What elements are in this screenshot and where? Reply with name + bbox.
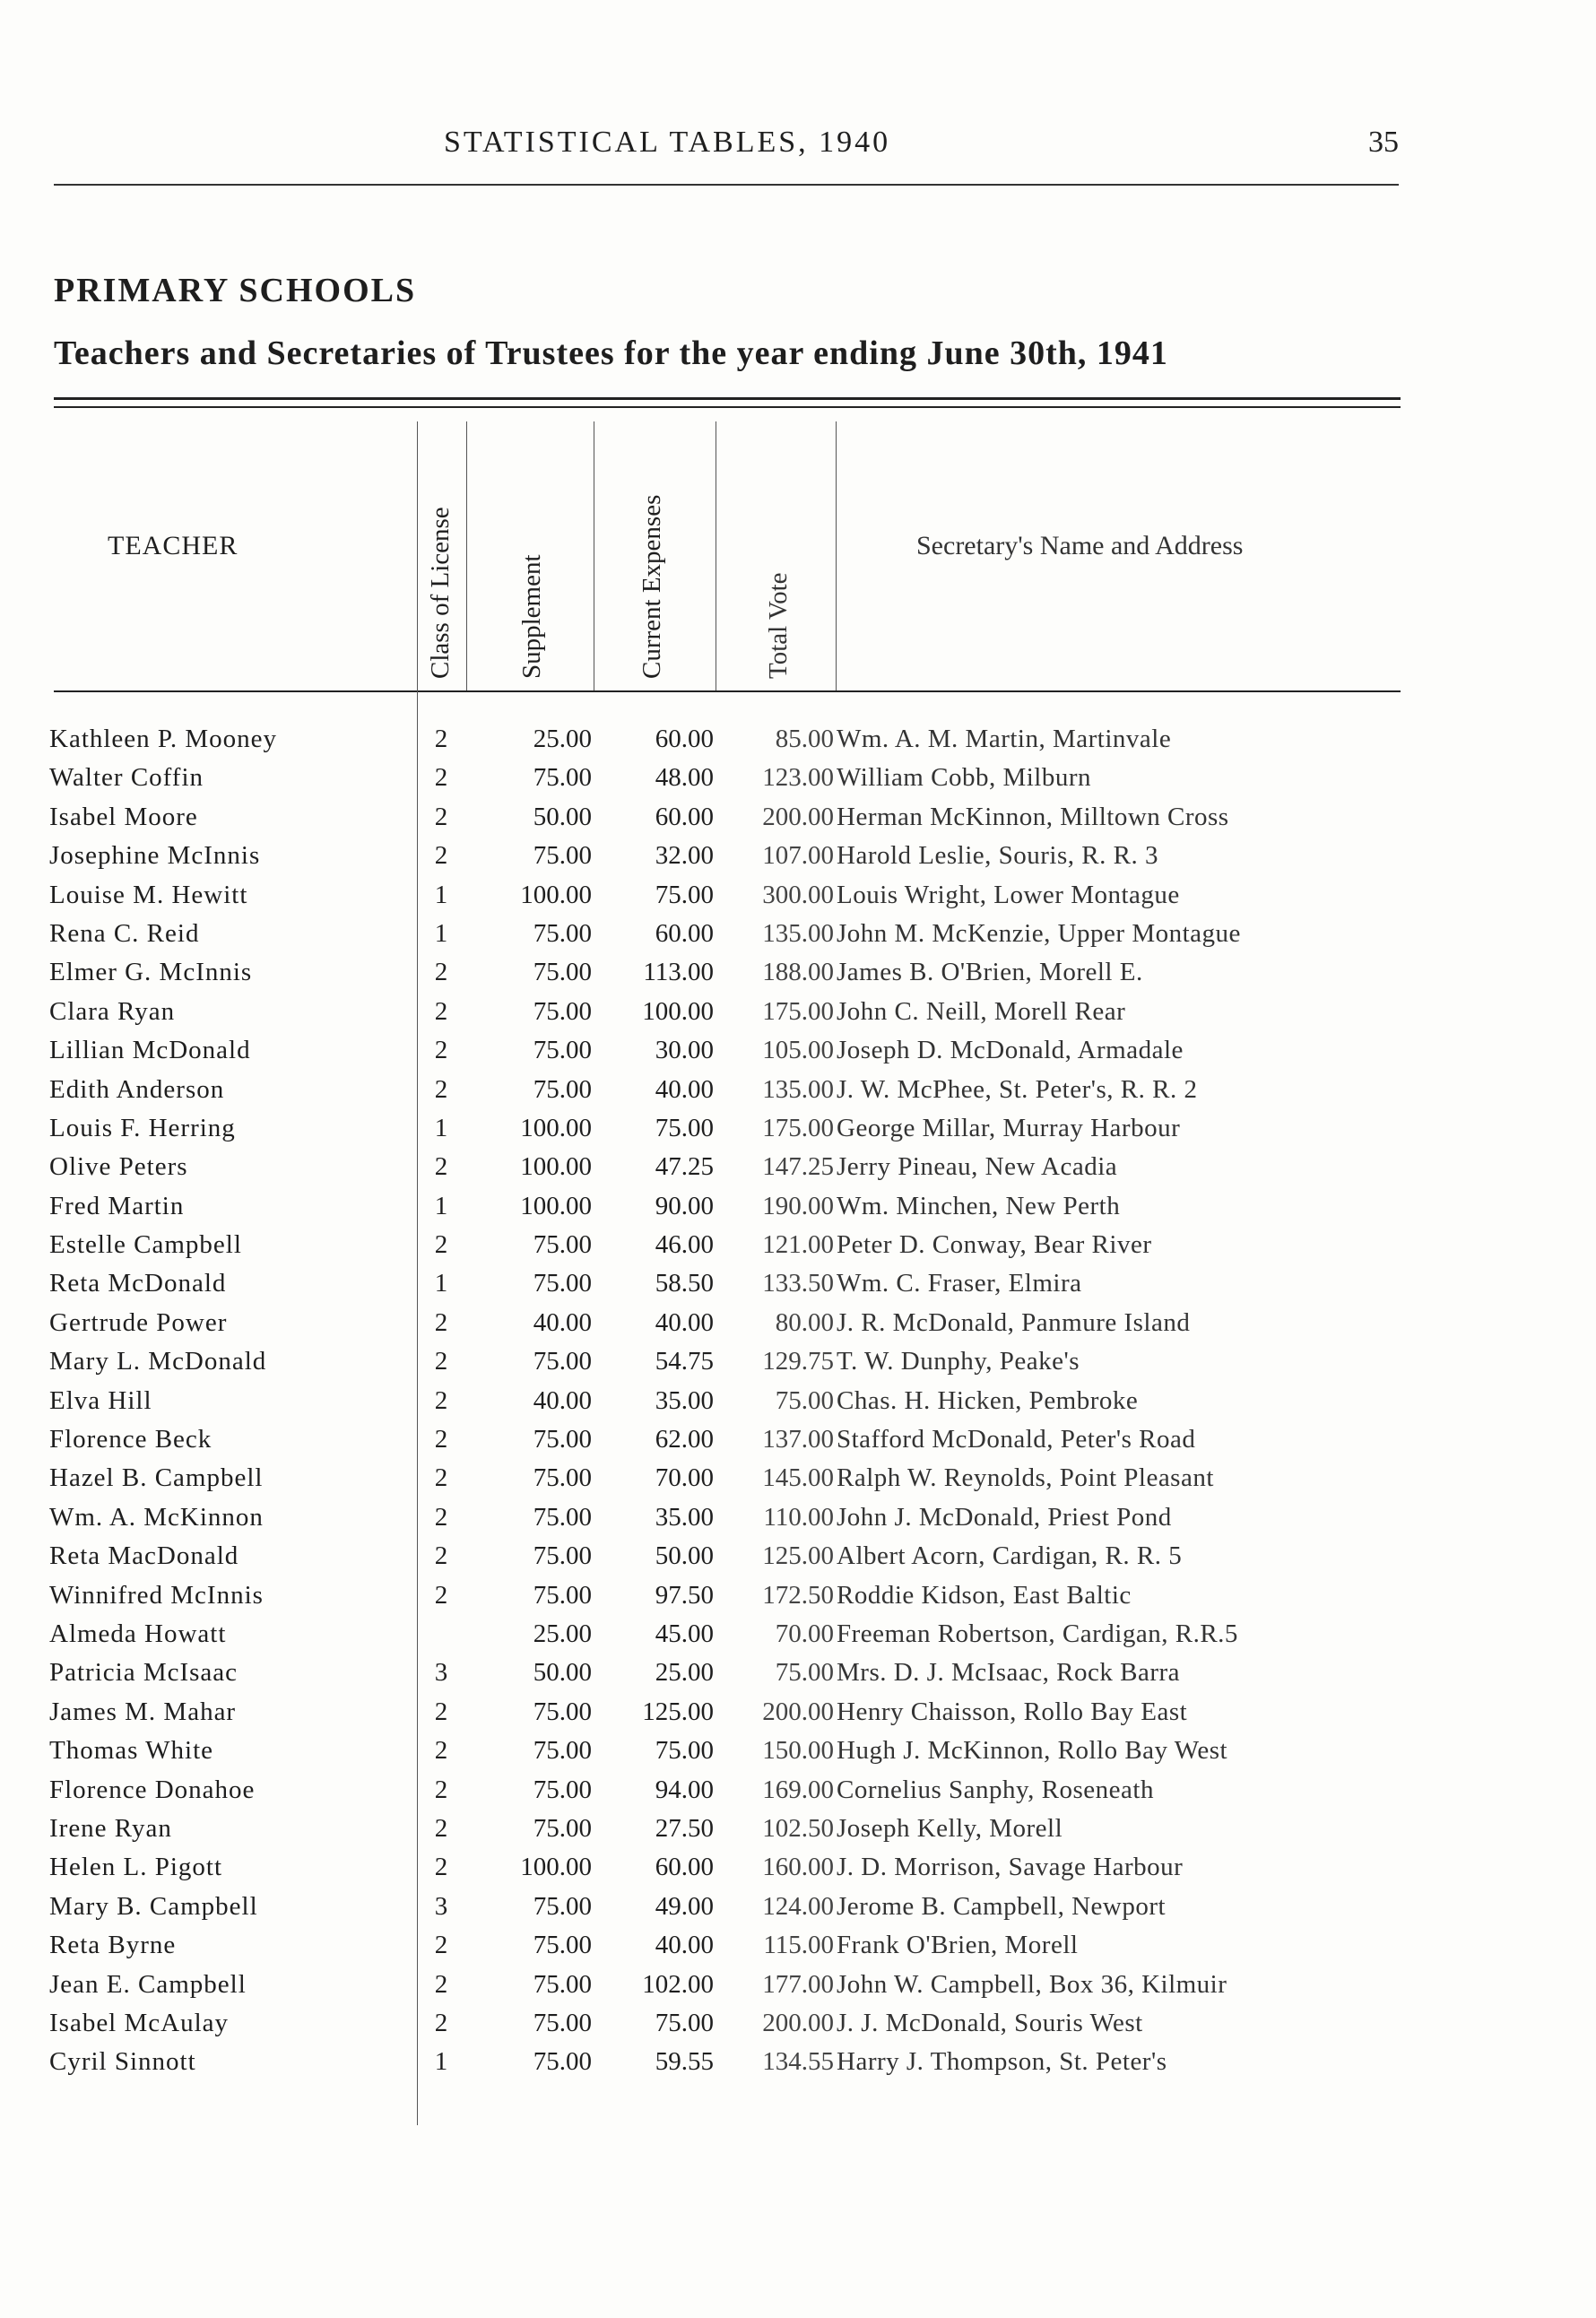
teacher-name: Isabel McAulay: [49, 2008, 230, 2037]
total-vote-value: 150.00: [762, 1736, 834, 1766]
secretary-name-address: Hugh J. McKinnon, Rollo Bay West: [837, 1736, 1228, 1766]
secretary-name-address: Stafford McDonald, Peter's Road: [837, 1425, 1196, 1454]
license-class: 2: [434, 1502, 448, 1532]
license-class: 2: [434, 1385, 448, 1415]
current-expenses-value: 75.00: [655, 2008, 714, 2037]
total-vote-value: 115.00: [763, 1931, 834, 1960]
supplement-value: 75.00: [533, 1775, 592, 1804]
teacher-name: James M. Mahar: [49, 1697, 237, 1726]
teacher-name: Josephine McInnis: [49, 841, 261, 871]
secretary-name-address: Wm. Minchen, New Perth: [837, 1191, 1121, 1220]
current-expenses-value: 40.00: [655, 1307, 714, 1337]
teacher-name: Gertrude Power: [49, 1307, 228, 1337]
secretary-name-address: Joseph D. McDonald, Armadale: [837, 1036, 1184, 1065]
supplement-value: 75.00: [533, 1736, 592, 1766]
secretary-name-address: James B. O'Brien, Morell E.: [837, 958, 1143, 987]
teacher-name: Florence Donahoe: [49, 1775, 256, 1804]
supplement-value: 100.00: [520, 1113, 592, 1142]
license-class: 2: [434, 802, 448, 831]
license-class: 2: [434, 1425, 448, 1454]
supplement-value: 75.00: [533, 1425, 592, 1454]
supplement-value: 100.00: [520, 880, 592, 909]
license-class: 2: [434, 763, 448, 793]
supplement-value: 75.00: [533, 763, 592, 793]
teacher-name: Clara Ryan: [49, 996, 176, 1026]
current-expenses-value: 100.00: [642, 996, 714, 1026]
total-vote-value: 135.00: [762, 1074, 834, 1104]
table-row: [0, 2009, 1596, 2047]
teacher-name: Fred Martin: [49, 1191, 185, 1220]
table-row: [0, 1036, 1596, 1074]
table-row: [0, 1853, 1596, 1891]
supplement-value: 75.00: [533, 1580, 592, 1610]
secretary-name-address: Wm. A. M. Martin, Martinvale: [837, 725, 1172, 753]
secretary-name-address: Mrs. D. J. McIsaac, Rock Barra: [837, 1658, 1181, 1688]
supplement-value: 25.00: [533, 1619, 592, 1648]
license-class: 2: [434, 1580, 448, 1610]
secretary-name-address: John W. Campbell, Box 36, Kilmuir: [837, 1969, 1227, 1999]
table-row: [0, 1075, 1596, 1114]
table-row: [0, 1697, 1596, 1736]
secretary-name-address: Chas. H. Hicken, Pembroke: [837, 1385, 1139, 1415]
license-class: 2: [434, 1074, 448, 1104]
current-expenses-value: 32.00: [655, 841, 714, 871]
teacher-name: Reta McDonald: [49, 1269, 227, 1298]
current-expenses-value: 60.00: [655, 1853, 714, 1882]
supplement-value: 100.00: [520, 1152, 592, 1182]
license-class: 2: [434, 1036, 448, 1065]
current-expenses-value: 27.50: [655, 1813, 714, 1843]
total-vote-value: 80.00: [775, 1307, 834, 1337]
current-expenses-value: 125.00: [642, 1697, 714, 1726]
current-expenses-value: 48.00: [655, 763, 714, 793]
total-vote-value: 300.00: [762, 880, 834, 909]
license-class: 2: [434, 1152, 448, 1182]
supplement-value: 75.00: [533, 996, 592, 1026]
license-class: 3: [434, 1891, 448, 1921]
supplement-value: 75.00: [533, 958, 592, 987]
total-vote-value: 190.00: [762, 1191, 834, 1220]
secretary-name-address: Wm. C. Fraser, Elmira: [837, 1269, 1082, 1298]
table-row: [0, 725, 1596, 763]
license-class: 1: [434, 1269, 448, 1298]
table-row: [0, 1463, 1596, 1502]
header-rule: [54, 184, 1399, 186]
license-class: 2: [434, 841, 448, 871]
total-vote-value: 102.50: [762, 1813, 834, 1843]
license-class: 1: [434, 2047, 448, 2077]
license-class: 2: [434, 1813, 448, 1843]
table-row: [0, 1347, 1596, 1385]
supplement-value: 75.00: [533, 1931, 592, 1960]
current-expenses-value: 60.00: [655, 725, 714, 753]
supplement-value: 75.00: [533, 1230, 592, 1260]
column-header-total-vote: Total Vote: [764, 572, 793, 679]
license-class: 2: [434, 1347, 448, 1376]
total-vote-value: 160.00: [762, 1853, 834, 1882]
current-expenses-value: 49.00: [655, 1891, 714, 1921]
table-row: [0, 1775, 1596, 1814]
secretary-name-address: Harry J. Thompson, St. Peter's: [837, 2047, 1167, 2077]
teacher-name: Elmer G. McInnis: [49, 958, 253, 987]
table-row: [0, 919, 1596, 958]
column-header-current-expenses: Current Expenses: [638, 494, 666, 679]
current-expenses-value: 102.00: [642, 1969, 714, 1999]
teacher-name: Kathleen P. Mooney: [49, 725, 277, 753]
teacher-name: Walter Coffin: [49, 763, 204, 793]
current-expenses-value: 40.00: [655, 1931, 714, 1960]
table-row: [0, 1386, 1596, 1425]
teacher-name: Reta Byrne: [49, 1931, 177, 1960]
current-expenses-value: 70.00: [655, 1463, 714, 1493]
secretary-name-address: Harold Leslie, Souris, R. R. 3: [837, 841, 1158, 871]
secretary-name-address: Joseph Kelly, Morell: [837, 1813, 1063, 1843]
total-vote-value: 200.00: [762, 1697, 834, 1726]
teacher-name: Louis F. Herring: [49, 1113, 236, 1142]
teacher-name: Thomas White: [49, 1736, 214, 1766]
current-expenses-value: 90.00: [655, 1191, 714, 1220]
license-class: 1: [434, 1113, 448, 1142]
table-row: [0, 1814, 1596, 1853]
total-vote-value: 123.00: [762, 763, 834, 793]
secretary-name-address: Jerry Pineau, New Acadia: [837, 1152, 1118, 1182]
license-class: 2: [434, 1541, 448, 1571]
secretary-name-address: John J. McDonald, Priest Pond: [837, 1502, 1172, 1532]
secretary-name-address: Freeman Robertson, Cardigan, R.R.5: [837, 1619, 1238, 1648]
supplement-value: 75.00: [533, 1697, 592, 1726]
license-class: 2: [434, 996, 448, 1026]
license-class: 1: [434, 918, 448, 948]
current-expenses-value: 59.55: [655, 2047, 714, 2077]
table-body: [0, 725, 1596, 2087]
license-class: 2: [434, 1969, 448, 1999]
section-subtitle: Teachers and Secretaries of Trustees for the year ending June 30th, 1941: [54, 334, 1168, 372]
teacher-name: Irene Ryan: [49, 1813, 172, 1843]
table-row: [0, 1308, 1596, 1347]
table-row: [0, 1269, 1596, 1307]
teacher-name: Almeda Howatt: [49, 1619, 227, 1648]
current-expenses-value: 25.00: [655, 1658, 714, 1688]
supplement-value: 75.00: [533, 1074, 592, 1104]
supplement-value: 40.00: [533, 1307, 592, 1337]
current-expenses-value: 75.00: [655, 1113, 714, 1142]
secretary-name-address: J. D. Morrison, Savage Harbour: [837, 1853, 1184, 1882]
current-expenses-value: 50.00: [655, 1541, 714, 1571]
secretary-name-address: John C. Neill, Morell Rear: [837, 996, 1126, 1026]
supplement-value: 75.00: [533, 1269, 592, 1298]
secretary-name-address: Louis Wright, Lower Montague: [837, 880, 1180, 909]
running-title: STATISTICAL TABLES, 1940: [444, 126, 891, 159]
table-top-rule: [54, 397, 1401, 400]
table-row: [0, 2047, 1596, 2086]
secretary-name-address: Roddie Kidson, East Baltic: [837, 1580, 1132, 1610]
table-row: [0, 1152, 1596, 1191]
total-vote-value: 125.00: [762, 1541, 834, 1571]
current-expenses-value: 97.50: [655, 1580, 714, 1610]
page-number: 35: [1368, 126, 1399, 159]
current-expenses-value: 75.00: [655, 880, 714, 909]
secretary-name-address: Herman McKinnon, Milltown Cross: [837, 802, 1229, 831]
column-header-class: Class of License: [426, 507, 455, 679]
supplement-value: 50.00: [533, 1658, 592, 1688]
table-row: [0, 1425, 1596, 1463]
license-class: 2: [434, 958, 448, 987]
supplement-value: 40.00: [533, 1385, 592, 1415]
secretary-name-address: Ralph W. Reynolds, Point Pleasant: [837, 1463, 1214, 1493]
total-vote-value: 177.00: [762, 1969, 834, 1999]
column-divider: [836, 421, 837, 690]
license-class: 1: [434, 880, 448, 909]
current-expenses-value: 94.00: [655, 1775, 714, 1804]
column-divider: [466, 421, 467, 690]
license-class: 2: [434, 1736, 448, 1766]
license-class: 2: [434, 1853, 448, 1882]
teacher-name: Olive Peters: [49, 1152, 188, 1182]
supplement-value: 100.00: [520, 1191, 592, 1220]
supplement-value: 75.00: [533, 1463, 592, 1493]
table-row: [0, 841, 1596, 880]
total-vote-value: 129.75: [762, 1347, 834, 1376]
teacher-name: Elva Hill: [49, 1385, 152, 1415]
table-row: [0, 1892, 1596, 1931]
current-expenses-value: 35.00: [655, 1502, 714, 1532]
supplement-value: 75.00: [533, 918, 592, 948]
supplement-value: 75.00: [533, 2047, 592, 2077]
teacher-name: Lillian McDonald: [49, 1036, 251, 1065]
teacher-name: Wm. A. McKinnon: [49, 1502, 264, 1532]
table-top-rule-double: [54, 406, 1401, 408]
license-class: 3: [434, 1658, 448, 1688]
secretary-name-address: Henry Chaisson, Rollo Bay East: [837, 1697, 1188, 1726]
table-row: [0, 1970, 1596, 2009]
total-vote-value: 137.00: [762, 1425, 834, 1454]
teacher-name: Helen L. Pigott: [49, 1853, 223, 1882]
teacher-name: Reta MacDonald: [49, 1541, 239, 1571]
teacher-name: Florence Beck: [49, 1425, 213, 1454]
secretary-name-address: John M. McKenzie, Upper Montague: [837, 918, 1241, 948]
teacher-name: Winnifred McInnis: [49, 1580, 264, 1610]
table-row: [0, 1230, 1596, 1269]
current-expenses-value: 46.00: [655, 1230, 714, 1260]
license-class: 2: [434, 1463, 448, 1493]
table-row: [0, 958, 1596, 996]
current-expenses-value: 62.00: [655, 1425, 714, 1454]
total-vote-value: 145.00: [762, 1463, 834, 1493]
supplement-value: 75.00: [533, 2008, 592, 2037]
table-row: [0, 1658, 1596, 1697]
secretary-name-address: Peter D. Conway, Bear River: [837, 1230, 1152, 1260]
license-class: 1: [434, 1191, 448, 1220]
supplement-value: 75.00: [533, 1036, 592, 1065]
total-vote-value: 188.00: [762, 958, 834, 987]
current-expenses-value: 54.75: [655, 1347, 714, 1376]
secretary-name-address: Jerome B. Campbell, Newport: [837, 1891, 1167, 1921]
supplement-value: 75.00: [533, 1969, 592, 1999]
table-row: [0, 1619, 1596, 1658]
total-vote-value: 134.55: [762, 2047, 834, 2077]
column-header-supplement: Supplement: [517, 554, 546, 679]
secretary-name-address: Albert Acorn, Cardigan, R. R. 5: [837, 1541, 1183, 1571]
teacher-name: Rena C. Reid: [49, 918, 200, 948]
current-expenses-value: 60.00: [655, 802, 714, 831]
supplement-value: 100.00: [520, 1853, 592, 1882]
teacher-name: Mary L. McDonald: [49, 1347, 267, 1376]
total-vote-value: 175.00: [762, 1113, 834, 1142]
supplement-value: 75.00: [533, 1347, 592, 1376]
table-row: [0, 1931, 1596, 1969]
current-expenses-value: 35.00: [655, 1385, 714, 1415]
total-vote-value: 147.25: [762, 1152, 834, 1182]
supplement-value: 75.00: [533, 1891, 592, 1921]
current-expenses-value: 60.00: [655, 918, 714, 948]
teacher-name: Estelle Campbell: [49, 1230, 242, 1260]
total-vote-value: 110.00: [763, 1502, 834, 1532]
secretary-name-address: William Cobb, Milburn: [837, 763, 1092, 793]
total-vote-value: 70.00: [775, 1619, 834, 1648]
total-vote-value: 175.00: [762, 996, 834, 1026]
license-class: 2: [434, 1230, 448, 1260]
teacher-name: Isabel Moore: [49, 802, 198, 831]
column-header-teacher: TEACHER: [108, 531, 239, 560]
total-vote-value: 172.50: [762, 1580, 834, 1610]
section-title: PRIMARY SCHOOLS: [54, 272, 417, 309]
current-expenses-value: 30.00: [655, 1036, 714, 1065]
current-expenses-value: 75.00: [655, 1736, 714, 1766]
table-row: [0, 997, 1596, 1036]
secretary-name-address: Cornelius Sanphy, Roseneath: [837, 1775, 1154, 1804]
license-class: 2: [434, 1931, 448, 1960]
secretary-name-address: Frank O'Brien, Morell: [837, 1931, 1079, 1960]
current-expenses-value: 40.00: [655, 1074, 714, 1104]
total-vote-value: 121.00: [762, 1230, 834, 1260]
total-vote-value: 200.00: [762, 802, 834, 831]
table-row: [0, 803, 1596, 841]
total-vote-value: 75.00: [775, 1658, 834, 1688]
license-class: 2: [434, 1307, 448, 1337]
table-row: [0, 1503, 1596, 1541]
table-row: [0, 1581, 1596, 1619]
license-class: 2: [434, 2008, 448, 2037]
license-class: 2: [434, 1697, 448, 1726]
current-expenses-value: 113.00: [643, 958, 714, 987]
total-vote-value: 169.00: [762, 1775, 834, 1804]
table-row: [0, 1541, 1596, 1580]
teacher-name: Mary B. Campbell: [49, 1891, 258, 1921]
total-vote-value: 133.50: [762, 1269, 834, 1298]
teacher-name: Hazel B. Campbell: [49, 1463, 264, 1493]
secretary-name-address: J. J. McDonald, Souris West: [837, 2008, 1143, 2037]
secretary-name-address: T. W. Dunphy, Peake's: [837, 1347, 1080, 1376]
total-vote-value: 124.00: [762, 1891, 834, 1921]
teacher-name: Jean E. Campbell: [49, 1969, 247, 1999]
total-vote-value: 200.00: [762, 2008, 834, 2037]
total-vote-value: 85.00: [775, 725, 834, 753]
supplement-value: 75.00: [533, 1541, 592, 1571]
secretary-name-address: J. W. McPhee, St. Peter's, R. R. 2: [837, 1074, 1198, 1104]
license-class: 2: [434, 1775, 448, 1804]
total-vote-value: 107.00: [762, 841, 834, 871]
current-expenses-value: 45.00: [655, 1619, 714, 1648]
total-vote-value: 105.00: [762, 1036, 834, 1065]
supplement-value: 75.00: [533, 1813, 592, 1843]
table-header-rule: [54, 690, 1401, 692]
supplement-value: 25.00: [533, 725, 592, 753]
table-row: [0, 763, 1596, 802]
teacher-name: Edith Anderson: [49, 1074, 225, 1104]
running-head: [54, 126, 1399, 170]
teacher-name: Louise M. Hewitt: [49, 880, 248, 909]
table-row: [0, 1192, 1596, 1230]
secretary-name-address: George Millar, Murray Harbour: [837, 1113, 1181, 1142]
current-expenses-value: 47.25: [655, 1152, 714, 1182]
column-header-secretary: Secretary's Name and Address: [916, 531, 1244, 560]
license-class: 2: [434, 725, 448, 753]
supplement-value: 75.00: [533, 841, 592, 871]
table-row: [0, 881, 1596, 919]
total-vote-value: 135.00: [762, 918, 834, 948]
current-expenses-value: 58.50: [655, 1269, 714, 1298]
table-row: [0, 1114, 1596, 1152]
total-vote-value: 75.00: [775, 1385, 834, 1415]
teacher-name: Cyril Sinnott: [49, 2047, 196, 2077]
supplement-value: 50.00: [533, 802, 592, 831]
table-row: [0, 1736, 1596, 1775]
secretary-name-address: J. R. McDonald, Panmure Island: [837, 1307, 1191, 1337]
teacher-name: Patricia McIsaac: [49, 1658, 239, 1688]
supplement-value: 75.00: [533, 1502, 592, 1532]
